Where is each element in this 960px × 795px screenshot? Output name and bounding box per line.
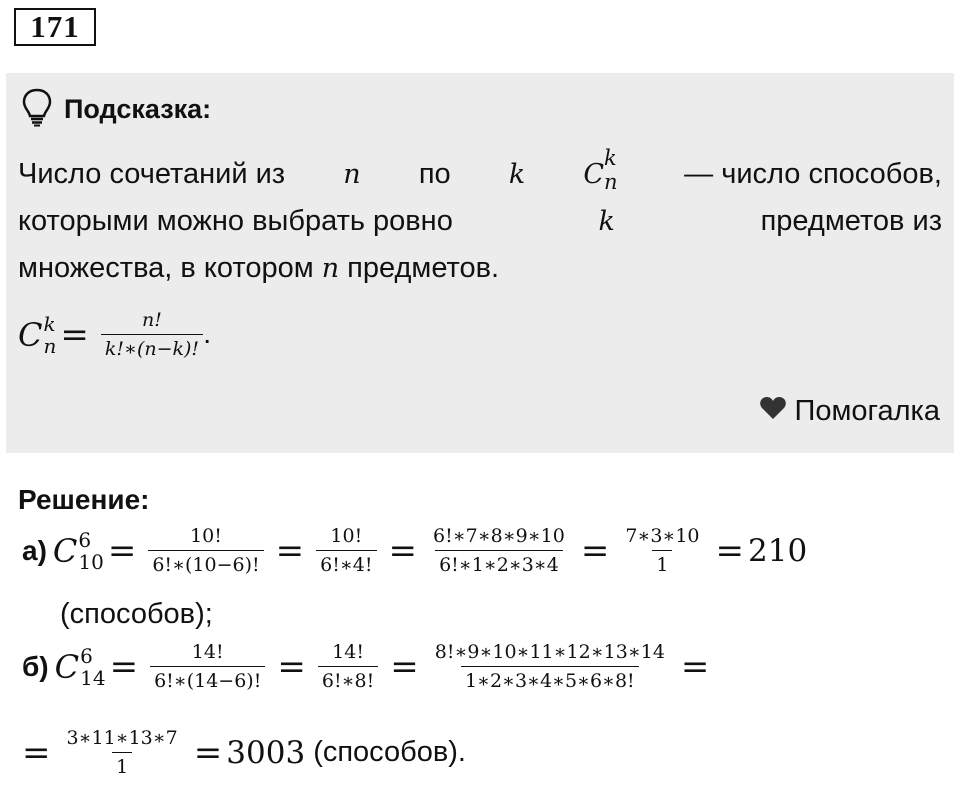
hint-line1-b: по	[418, 158, 451, 190]
part-a-label: а)	[22, 534, 47, 566]
equals-sign: =	[390, 646, 419, 687]
var-n: n	[343, 159, 361, 190]
heart-icon	[759, 395, 795, 428]
equals-sign: =	[22, 732, 51, 773]
fraction: $\frac{6!∗7∗8∗9∗10}{6!∗1∗2∗3∗4}$	[433, 525, 565, 576]
hint-line-1	[18, 146, 942, 198]
hint-text	[18, 146, 942, 292]
hint-line2-a: которыми можно выбрать ровно	[18, 205, 453, 237]
formula-fraction: $\frac{n!}{k!∗(n-k)!}$	[101, 309, 203, 360]
hint-line2-b: предметов из	[760, 205, 942, 237]
hint-header	[20, 87, 211, 132]
var-k: k	[508, 159, 526, 190]
equals-sign: =	[109, 646, 139, 687]
unit-b: (способов).	[313, 736, 466, 768]
hint-line3-b: предметов.	[347, 252, 500, 284]
fraction: $\frac{3∗11∗13∗7}{1}$	[66, 727, 178, 778]
combination-symbol: C k n	[18, 311, 57, 358]
combination-symbol: C k n	[583, 146, 618, 194]
task-number: 171	[14, 8, 96, 46]
hint-line3-a: множества, в котором	[18, 252, 314, 284]
equals-sign: =	[275, 530, 305, 571]
result-a: 210	[748, 532, 808, 569]
formula-period: .	[203, 318, 212, 350]
equals-sign: =	[277, 646, 306, 687]
solution-b-line2	[18, 727, 466, 778]
hint-line-3	[18, 245, 942, 292]
fraction: $\frac{14!}{6!∗8!}$	[318, 641, 378, 692]
fraction: $\frac{10!}{6!∗(10-6)!}$	[148, 525, 263, 576]
solution-a-line1	[22, 525, 807, 576]
combination-a: C 6 10	[52, 527, 104, 574]
solution-b-line1	[22, 641, 713, 692]
equals-sign: =	[193, 732, 223, 773]
result-b: 3003	[226, 734, 306, 771]
fraction: $\frac{14!}{6!∗(14-6)!}$	[150, 641, 265, 692]
var-n: n	[321, 253, 340, 284]
equals-sign: =	[680, 646, 710, 687]
hint-line1-c: — число способов,	[684, 158, 942, 190]
lightbulb-icon	[20, 87, 54, 132]
part-b-label: б)	[22, 650, 49, 682]
fraction: $\frac{10!}{6!∗4!}$	[316, 525, 376, 576]
hint-box	[6, 73, 954, 453]
equals-sign: =	[388, 530, 418, 571]
credit-label: Помогалка	[794, 395, 940, 427]
hint-title: Подсказка:	[64, 94, 212, 124]
credit	[759, 395, 940, 428]
hint-line1-a: Число сочетаний из	[18, 158, 286, 190]
solution-title: Решение:	[18, 484, 150, 515]
hint-line-2	[18, 198, 942, 245]
hint-formula	[18, 309, 211, 360]
equals-sign: =	[580, 530, 610, 571]
equals-sign: =	[107, 530, 137, 571]
equals-sign: =	[715, 530, 745, 571]
unit-a: (способов);	[60, 598, 213, 630]
combination-b: C 6 14	[54, 643, 106, 690]
fraction: $\frac{8!∗9∗10∗11∗12∗13∗14}{1∗2∗3∗4∗5∗6∗8!}$	[434, 641, 665, 692]
var-k: k	[598, 206, 615, 237]
equals-sign: =	[60, 314, 89, 355]
fraction: $\frac{7∗3∗10}{1}$	[625, 525, 700, 576]
solution-a-line2	[60, 598, 213, 631]
